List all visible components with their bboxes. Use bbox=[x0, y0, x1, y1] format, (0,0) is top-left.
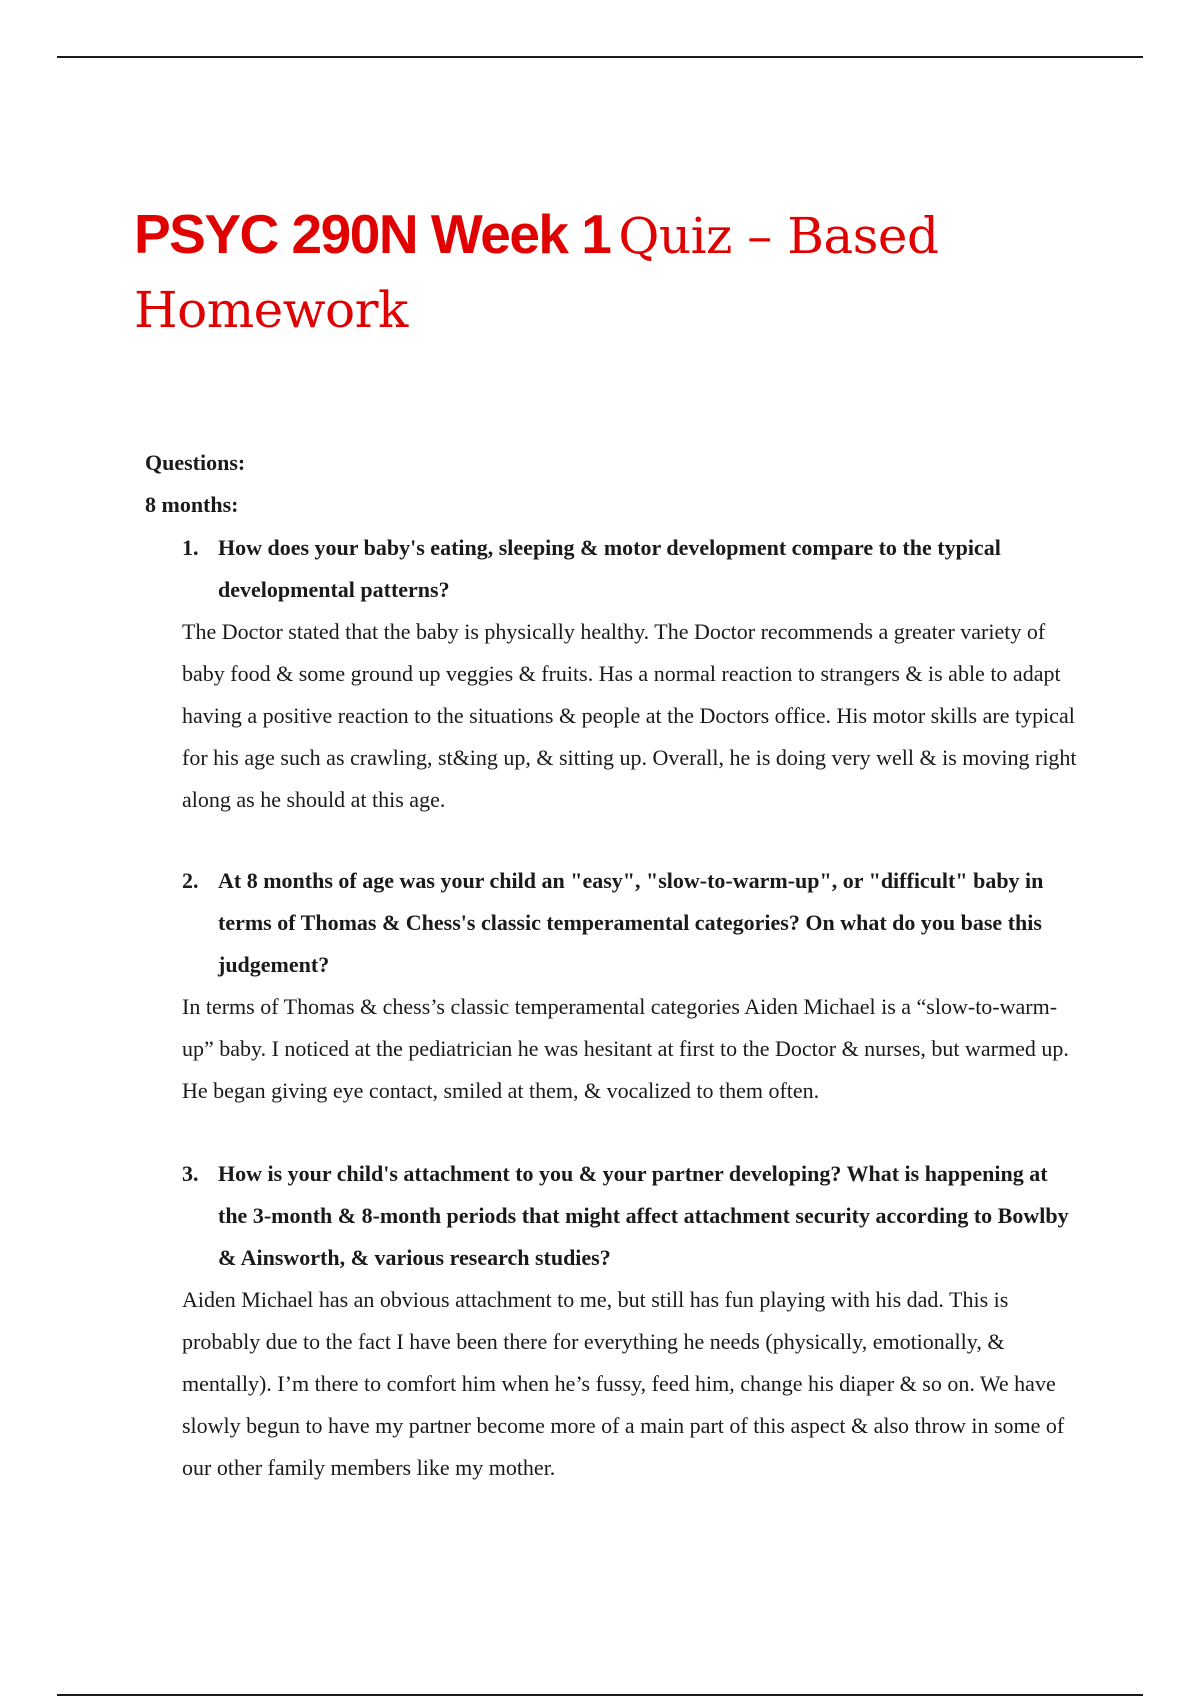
questions-label: Questions: bbox=[145, 450, 246, 475]
question-number: 1. bbox=[182, 535, 199, 560]
question-text: How is your child's attachment to you & your partner developing? What is happening at the 3-month & 8-month periods that might affect attachment security according to Bowlby & Ainsworth, & various research studies? bbox=[218, 1161, 1069, 1270]
question-text: At 8 months of age was your child an "easy", "slow-to-warm-up", or "difficult" baby in terms of Thomas & Chess's classic temperamental categories? On what do you base this judgement? bbox=[218, 868, 1044, 977]
answer-1: The Doctor stated that the baby is physically healthy. The Doctor recommends a greater variety of baby food & some ground up veggies & fruits. Has a normal reaction to strangers & is able to adapt having a positive reaction to the situations & people at the Doctors office. His motor skills are typical for his age such as crawling, st&ing up, & sitting up. Overall, he is doing very well & is moving right along as he should at this age. bbox=[182, 619, 1077, 812]
answer-3: Aiden Michael has an obvious attachment to me, but still has fun playing with his dad. This is probably due to the fact I have been there for everything he needs (physically, emotionally, & mentally). I’m there to comfort him when he’s fussy, feed him, change his diaper & so on. We have slowly begun to have my partner become more of a main part of this aspect & also throw in some of our other family members like my mother. bbox=[182, 1287, 1065, 1480]
question-number: 3. bbox=[182, 1161, 199, 1186]
document-title bbox=[134, 200, 1034, 350]
age-label: 8 months: bbox=[145, 492, 239, 517]
question-block-2 bbox=[182, 860, 1082, 1112]
question-1 bbox=[182, 527, 1082, 611]
title-course-code: PSYC 290N Week 1 bbox=[134, 203, 611, 265]
bottom-rule bbox=[57, 1694, 1143, 1696]
answer-2: In terms of Thomas & chess’s classic temperamental categories Aiden Michael is a “slow-to-warm-up” baby. I noticed at the pediatrician he was hesitant at first to the Doctor & nurses, but warmed up. He began giving eye contact, smiled at them, & vocalized to them often. bbox=[182, 994, 1069, 1103]
question-number: 2. bbox=[182, 868, 199, 893]
question-block-1 bbox=[182, 527, 1082, 821]
question-3 bbox=[182, 1153, 1082, 1279]
title-subtitle: Quiz – Based Homework bbox=[134, 207, 939, 339]
question-text: How does your baby's eating, sleeping & motor development compare to the typical developmental patterns? bbox=[218, 535, 1001, 602]
top-rule bbox=[57, 56, 1143, 58]
question-block-3 bbox=[182, 1153, 1082, 1489]
question-2 bbox=[182, 860, 1082, 986]
